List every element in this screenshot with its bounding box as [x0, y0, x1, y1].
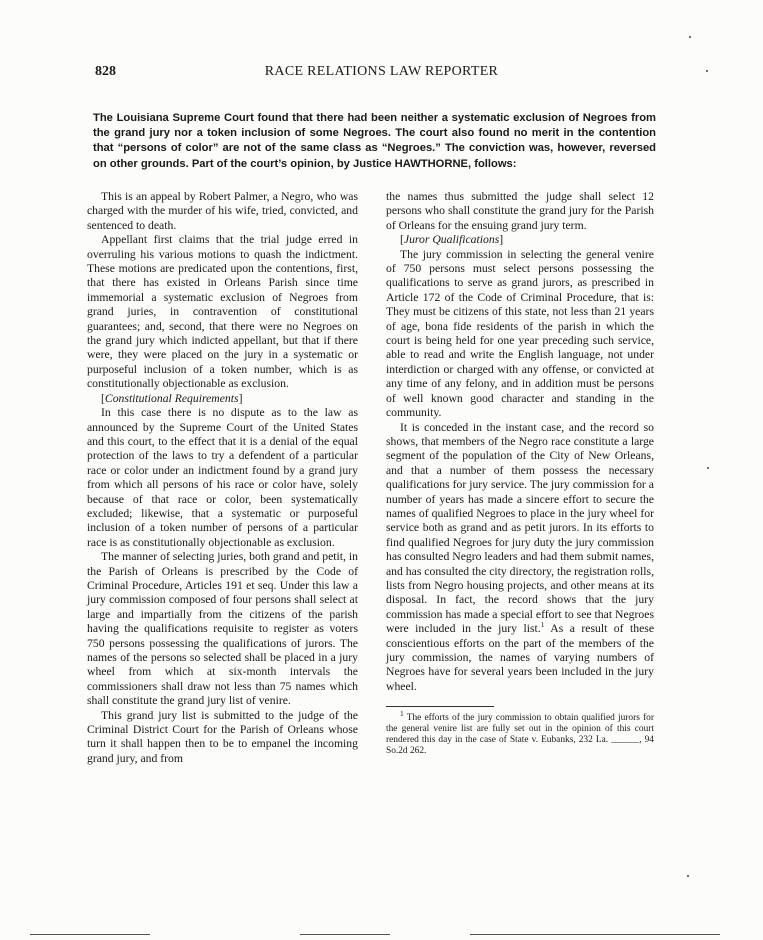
- paragraph-text: It is conceded in the instant case, and the record so shows, that members of the Negro race constitute a large segment of the population of the City of New Orleans, and that a number of them possess the necessary qualifications for jury service. The jury commission for a number of years has made a sincere effort to secure the names of qualified Negroes to place in the jury wheel for service both as grand and as petit jurors. In its efforts to find qualified Negroes for jury duty the jury commission has consulted Negro leaders and had them submit names, and has consulted the city directory, the registration rolls, lists from Negro housing projects, and other means at its disposal. In fact, the record shows that the jury commission has made a special effort to see that Negroes were included in the jury list.: [386, 420, 654, 636]
- paragraph: This is an appeal by Robert Palmer, a Negro, who was charged with the murder of his wife, tried, convicted, and sentenced to death.: [87, 190, 358, 232]
- section-heading-text: Constitutional Requirements: [104, 391, 239, 405]
- left-column: [87, 190, 358, 766]
- scan-speck: [707, 467, 709, 469]
- scan-speck: [706, 70, 708, 72]
- right-column: [386, 190, 654, 757]
- footnote-text: The efforts of the jury commission to obtain qualified jurors for the general venire list are fully set out in the opinion of this court rendered this day in the case of State v. Eubanks, 232 La. ______, 94 So.2d 262.: [386, 713, 654, 757]
- running-head: RACE RELATIONS LAW REPORTER: [264, 64, 499, 79]
- scan-edge-line: [470, 934, 720, 935]
- footnote: [386, 709, 654, 757]
- footnote-reference: 1: [540, 620, 545, 630]
- scan-speck: [689, 36, 691, 38]
- paragraph: The manner of selecting juries, both grand and petit, in the Parish of Orleans is prescribed by the Code of Criminal Procedure, Articles 191 et seq. Under this law a jury commission composed of four persons shall select at large and impartially from the citizens of the parish having the qualifications requisite to register as voters 750 persons possessing the qualifications of jurors. The names of the persons so selected shall be placed in a jury wheel from which at six-month intervals the commissioners shall draw not less than 75 names which shall constitute the grand jury list of venire.: [87, 550, 358, 708]
- section-heading: [Constitutional Requirements]: [101, 391, 243, 405]
- scan-edge-line: [300, 934, 390, 935]
- paragraph: In this case there is no dispute as to the law as announced by the Supreme Court of the United States and this court, to the effect that it is a denial of the equal protection of the laws to try a defendent of a particular race or color under an indictment found by a grand jury from which all persons of his race or color have, solely because of that race or color, been systematically excluded; likewise, that a systematic or purposeful inclusion of a token number of persons of a particular race is as constitutionally objectionable as exclusion.: [87, 406, 358, 549]
- footnote-rule: [386, 706, 494, 707]
- paragraph: The jury commission in selecting the general venire of 750 persons must select persons possessing the qualifications to serve as grand jurors, as prescribed in Article 172 of the Code of Criminal Procedure, that is: They must be citizens of this state, not less than 21 years of age, bona fide residents of the parish in which the court is being held for one year preceding such service, able to read and write the English language, not under interdiction or charged with any offense, or convicted at any time of any felony, and in addition must be persons of well known good character and standing in the community.: [386, 247, 654, 420]
- section-heading: [Juror Qualifications]: [400, 233, 504, 247]
- paragraph: the names thus submitted the judge shall select 12 persons who shall constitute the grand jury for the Parish of Orleans for the ensuing grand jury term.: [386, 190, 654, 232]
- section-heading-text: Juror Qualifications: [403, 233, 500, 247]
- scan-speck: [687, 875, 689, 877]
- footnote-number: 1: [400, 709, 404, 719]
- paragraph: This grand jury list is submitted to the judge of the Criminal District Court for the Parish of Orleans whose turn it shall happen then to be to empanel the incoming grand jury, and from: [87, 708, 358, 765]
- paragraph: [386, 421, 654, 695]
- page-number: 828: [95, 64, 116, 79]
- paragraph: Appellant first claims that the trial judge erred in overruling his various motions to quash the indictment. These motions are predicated upon the contentions, first, that there has existed in Orleans Parish since time immemorial a systematic exclusion of Negroes from grand juries, in contravention of constitutional guarantees; and, second, that there were no Negroes on the grand jury which indicted appellant, but that if there were, they were placed on the jury in a systematic or purposeful inclusion of a token number, which is as constitutionally objectionable as exclusion.: [87, 233, 358, 391]
- paragraph-text: As a result of these conscientious efforts on the part of the members of the jury commission, the names of varying numbers of Negroes have for several years been included in the jury wheel.: [386, 622, 655, 693]
- scan-edge-line: [30, 934, 150, 935]
- case-summary: The Louisiana Supreme Court found that there had been neither a systematic exclusion of Negroes from the grand jury nor a token inclusion of some Negroes. The court also found no merit in the contention that “persons of color” are not of the same class as “Negroes.” The conviction was, however, reversed on other grounds. Part of the court’s opinion, by Justice HAWTHORNE, follows:: [93, 112, 656, 170]
